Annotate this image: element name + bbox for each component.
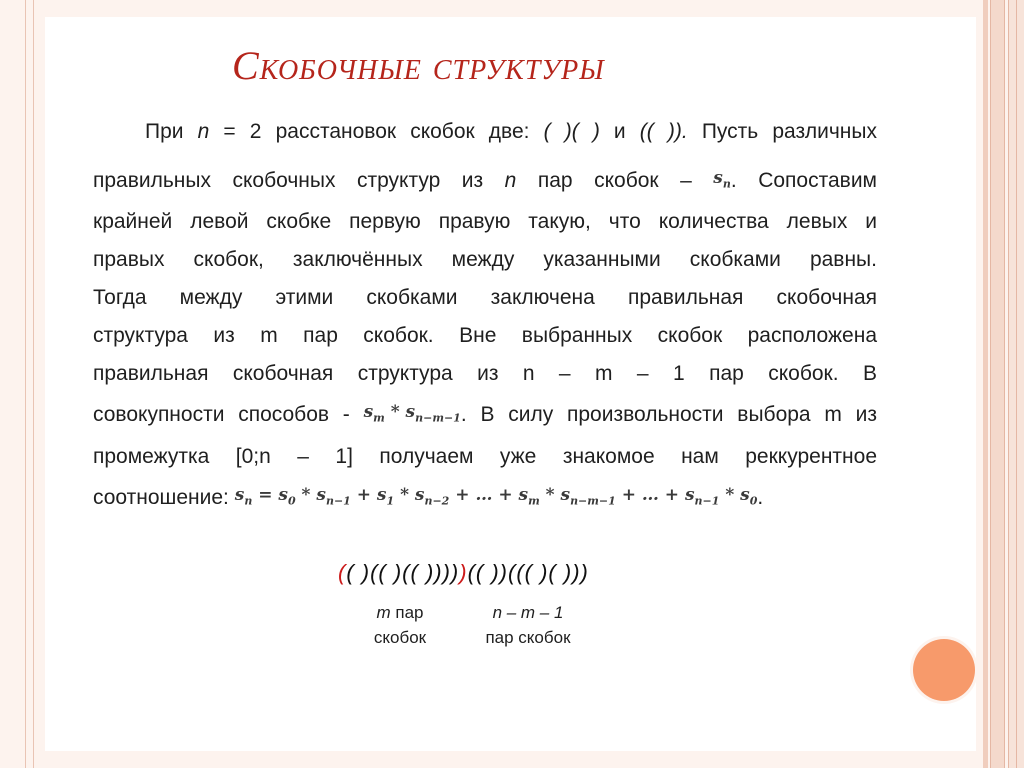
decor-stripe [1016, 0, 1017, 768]
bracket-example [338, 560, 638, 586]
text-line: крайней левой скобке первую правую такую, что количества левых и [93, 210, 877, 234]
text-line: правильных скобочных структур из n пар скобок – $s_n$. Сопоставим [93, 159, 877, 203]
bracket-sequence: (( )(( )(( )))))(( ))((( )( ))) [338, 560, 589, 585]
margin-line [33, 0, 34, 768]
formula-product: $s_m * s_{n-m-1}$ [363, 402, 461, 425]
body-paragraph [93, 113, 877, 520]
slide-title: Скобочные структуры [232, 43, 605, 88]
text-line: структура из m пар скобок. Вне выбранных скобок расположена [93, 324, 877, 348]
decor-circle [913, 639, 975, 701]
formula-recurrence: $s_n = s_0 * s_{n-1} + s_1 * s_{n-2}$ + … + $s_m * s_{n-m-1}$ + … + $s_{n-1} * s_0$ [234, 484, 758, 508]
text-line: правых скобок, заключённых между указанными скобками равны. [93, 248, 877, 272]
caption-m-pairs: m пар скобок [373, 603, 427, 647]
text-line: При n = 2 расстановок скобок две: ( )( ) и (( )). Пусть различных [145, 120, 877, 143]
text-line: Тогда между этими скобками заключена правильная скобочная [93, 286, 877, 310]
decor-stripe [990, 0, 1005, 768]
text-line: промежутка [0;n – 1] получаем уже знакомое нам реккурентное [93, 444, 877, 468]
decor-stripe [983, 0, 988, 768]
caption-rest-pairs: n – m – 1 пар скобок [485, 603, 571, 647]
text-line: правильная скобочная структура из n – m – 1 пар скобок. В [93, 362, 877, 386]
text-line: совокупности способов - $s_m * s_{n-m-1}$. В силу произвольности выбора m из [93, 393, 877, 437]
text-line: соотношение: $s_n = s_0 * s_{n-1} + s_1 * s_{n-2}$ + … + $s_m * s_{n-m-1}$ + … + $s_{n-1} * s_0$. [93, 476, 877, 520]
formula-sn: $s_n$ [713, 168, 731, 191]
margin-line [25, 0, 26, 768]
